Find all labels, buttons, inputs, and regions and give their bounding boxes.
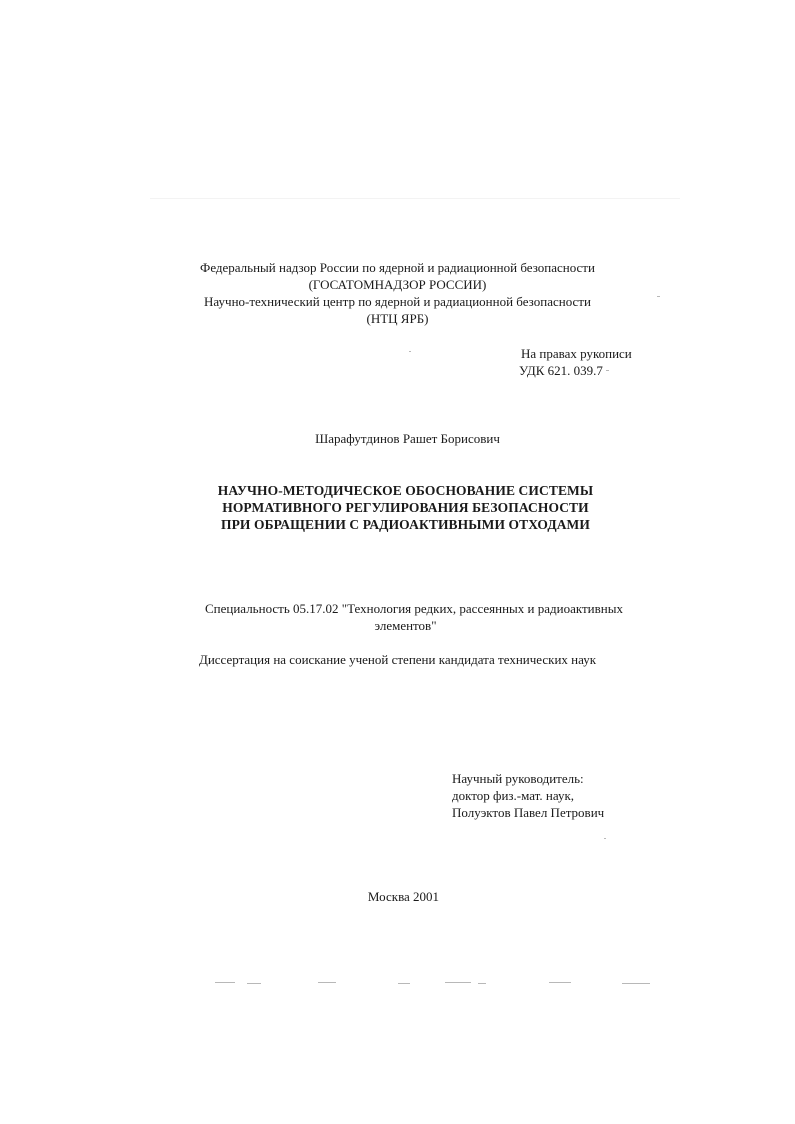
title-line-2: НОРМАТИВНОГО РЕГУЛИРОВАНИЯ БЕЗОПАСНОСТИ bbox=[222, 500, 589, 515]
specialty-line-2: элементов" bbox=[374, 618, 437, 633]
author-name: Шарафутдинов Рашет Борисович bbox=[315, 431, 500, 446]
supervisor-degree: доктор физ.-мат. наук, bbox=[452, 788, 575, 803]
organization-line-2: (ГОСАТОМНАДЗОР РОССИИ) bbox=[308, 277, 487, 292]
title-line-1: НАУЧНО-МЕТОДИЧЕСКОЕ ОБОСНОВАНИЕ СИСТЕМЫ bbox=[217, 483, 594, 498]
organization-line-3: Научно-технический центр по ядерной и радиационной безопасности bbox=[204, 294, 591, 309]
supervisor-label: Научный руководитель: bbox=[452, 771, 584, 786]
city-year: Москва 2001 bbox=[367, 889, 440, 904]
manuscript-rights: На правах рукописи bbox=[521, 346, 632, 361]
specialty-line-1: Специальность 05.17.02 "Технология редких, рассеянных и радиоактивных bbox=[205, 601, 623, 616]
scan-edge bbox=[150, 198, 680, 199]
organization-line-4: (НТЦ ЯРБ) bbox=[366, 311, 429, 326]
udc-code: УДК 621. 039.7 bbox=[519, 363, 603, 378]
dissertation-statement: Диссертация на соискание ученой степени кандидата технических наук bbox=[198, 652, 597, 667]
supervisor-name: Полуэктов Павел Петрович bbox=[452, 805, 605, 820]
title-line-3: ПРИ ОБРАЩЕНИИ С РАДИОАКТИВНЫМИ ОТХОДАМИ bbox=[220, 517, 591, 532]
organization-line-1: Федеральный надзор России по ядерной и радиационной безопасности bbox=[200, 260, 595, 275]
